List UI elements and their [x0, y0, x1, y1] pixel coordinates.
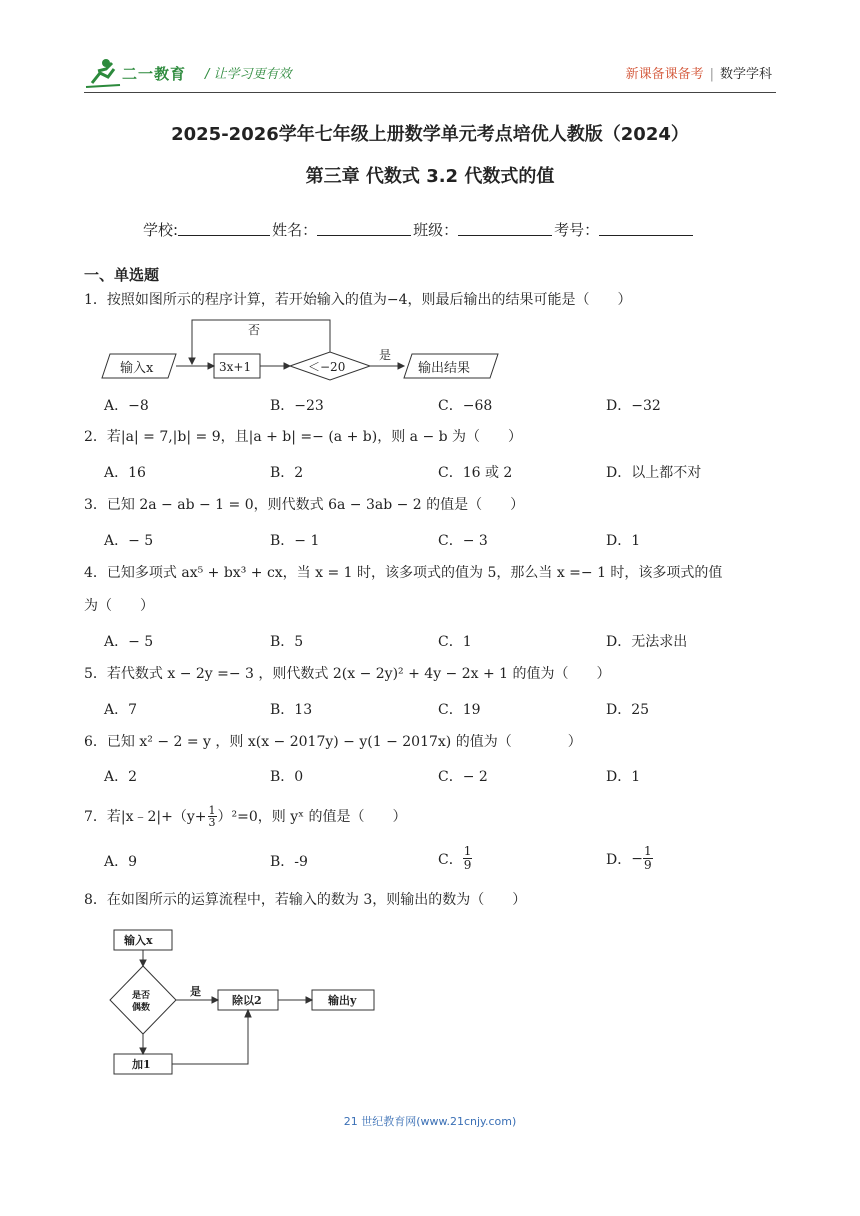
q7-frac-den: 3 — [208, 816, 216, 829]
q7-stem-part-a: 7．若|x﹣2|+（y+ — [84, 808, 207, 825]
header-right — [626, 63, 772, 82]
q7-option-c[interactable] — [438, 845, 472, 872]
school-label: 学校: — [143, 221, 179, 239]
q2-option-b[interactable]: B．2 — [270, 465, 304, 481]
q4-option-c[interactable]: C．1 — [438, 634, 472, 650]
q1-option-c[interactable]: C．−68 — [438, 398, 493, 414]
page-subtitle: 第三章 代数式 3.2 代数式的值 — [305, 166, 555, 187]
question-4-stem: 4．已知多项式 ax⁵ + bx³ + cx，当 x = 1 时，该多项式的值为 5，那么当 x =− 1 时，该多项式的值 — [84, 565, 723, 581]
q7-option-c-label: C． — [438, 851, 463, 868]
section-heading: 一、单选题 — [84, 266, 160, 284]
q7-option-d[interactable] — [606, 845, 653, 872]
flow2-step-label: 除以2 — [232, 994, 262, 1007]
q6-option-c[interactable]: C．− 2 — [438, 769, 488, 785]
flow1-step-label: 3x+1 — [219, 360, 252, 374]
q4-option-a[interactable]: A．− 5 — [104, 634, 154, 650]
q5-option-b[interactable]: B．13 — [270, 702, 313, 718]
exam-number-blank[interactable] — [599, 219, 693, 236]
q7-c-num: 1 — [463, 844, 472, 858]
header-divider — [84, 92, 776, 93]
question-7-stem — [84, 805, 407, 828]
q5-option-d[interactable]: D．25 — [606, 702, 650, 718]
runner-logo-icon — [84, 57, 124, 89]
question-2-stem: 2．若|a| = 7,|b| = 9，且|a + b| =− (a + b)，则 a − b 为（ ） — [84, 429, 523, 445]
name-blank[interactable] — [317, 219, 411, 236]
slogan: / 让学习更有效 — [205, 67, 292, 82]
q7-option-b[interactable]: B．-9 — [270, 854, 308, 870]
question-6-stem: 6．已知 x² − 2 = y ，则 x(x − 2017y) − y(1 − 2017x) 的值为（ ） — [84, 734, 582, 750]
flow1-output-label: 输出结果 — [418, 361, 471, 376]
q1-option-a[interactable]: A．−8 — [104, 398, 149, 414]
q7-option-d-fraction — [643, 845, 653, 872]
q2-option-c[interactable]: C．16 或 2 — [438, 465, 513, 481]
header-separator: | — [709, 67, 714, 82]
q7-option-d-label: D． — [606, 851, 632, 868]
flow2-input-label: 输入x — [124, 934, 153, 947]
flowchart-1 — [100, 316, 510, 386]
question-1-stem: 1．按照如图所示的程序计算，若开始输入的值为−4，则最后输出的结果可能是（ ） — [84, 292, 632, 308]
q6-option-d[interactable]: D．1 — [606, 769, 641, 785]
q2-option-d[interactable]: D．以上都不对 — [606, 465, 702, 481]
flow2-output-label: 输出y — [328, 994, 357, 1007]
flow2-yes-label: 是 — [190, 985, 201, 998]
header-secondary: 数学学科 — [719, 67, 772, 82]
q7-fraction — [208, 805, 217, 828]
flow1-cond-label: ＜−20 — [308, 360, 346, 374]
q1-option-b[interactable]: B．−23 — [270, 398, 324, 414]
q3-option-c[interactable]: C．− 3 — [438, 533, 488, 549]
q5-option-a[interactable]: A．7 — [104, 702, 138, 718]
flow2-cond-label-1: 是否 — [132, 991, 151, 1001]
q7-d-den: 9 — [643, 858, 652, 872]
q7-option-d-sign: − — [631, 850, 643, 867]
q7-option-a[interactable]: A．9 — [104, 854, 138, 870]
q3-option-a[interactable]: A．− 5 — [104, 533, 154, 549]
page-title: 2025-2026学年七年级上册数学单元考点培优人教版（2024） — [171, 124, 689, 145]
question-4-stem-continued: 为（ ） — [84, 598, 154, 614]
flow2-cond-label-2: 偶数 — [132, 1003, 151, 1013]
flowchart-2 — [100, 922, 390, 1082]
footer[interactable]: 21 世纪教育网(www.21cnjy.com) — [343, 1115, 517, 1128]
q2-option-a[interactable]: A．16 — [104, 465, 146, 481]
logo — [84, 57, 194, 89]
q7-frac-num: 1 — [208, 804, 216, 817]
header-primary: 新课备课备考 — [625, 67, 704, 82]
class-label: 班级： — [413, 221, 459, 239]
q7-d-num: 1 — [643, 844, 652, 858]
student-info — [143, 219, 693, 240]
q6-option-b[interactable]: B．0 — [270, 769, 304, 785]
exam-number-label: 考号： — [554, 221, 600, 239]
flow1-yes-label: 是 — [379, 348, 392, 362]
q4-option-b[interactable]: B．5 — [270, 634, 304, 650]
q3-option-b[interactable]: B．− 1 — [270, 533, 320, 549]
q7-option-c-fraction — [463, 845, 473, 872]
q7-c-den: 9 — [463, 858, 472, 872]
q6-option-a[interactable]: A．2 — [104, 769, 138, 785]
logo-text: 二一教育 — [122, 65, 187, 83]
flow1-no-label: 否 — [248, 323, 261, 337]
q1-option-d[interactable]: D．−32 — [606, 398, 661, 414]
school-blank[interactable] — [178, 219, 270, 236]
q5-option-c[interactable]: C．19 — [438, 702, 481, 718]
question-3-stem: 3．已知 2a − ab − 1 = 0，则代数式 6a − 3ab − 2 的值是（ ） — [84, 497, 525, 513]
flow1-input-label: 输入x — [120, 361, 154, 376]
q4-option-d[interactable]: D．无法求出 — [606, 634, 688, 650]
question-8-stem: 8．在如图所示的运算流程中，若输入的数为 3，则输出的数为（ ） — [84, 892, 527, 908]
question-5-stem: 5．若代数式 x − 2y =− 3 ，则代数式 2(x − 2y)² + 4y − 2x + 1 的值为（ ） — [84, 666, 611, 682]
q3-option-d[interactable]: D．1 — [606, 533, 641, 549]
name-label: 姓名： — [272, 221, 318, 239]
flow2-add-label: 加1 — [132, 1058, 151, 1071]
q7-stem-part-b: ）²=0，则 yˣ 的值是（ ） — [217, 808, 407, 825]
class-blank[interactable] — [458, 219, 552, 236]
